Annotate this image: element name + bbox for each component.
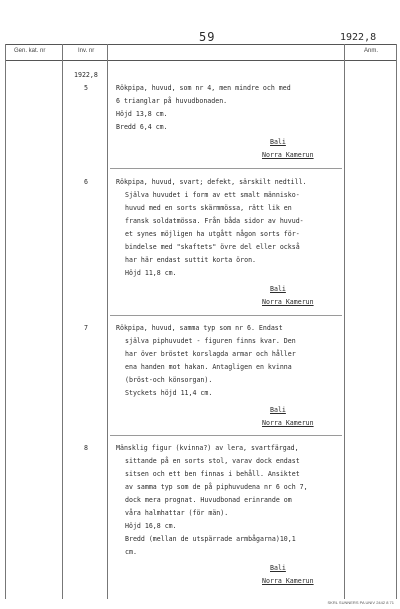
collection-number: 1922,8 [74, 71, 98, 79]
entry-line: Rökpipa, huvud, som nr 4, men mindre och med [116, 84, 291, 92]
entry-line: våra halmhattar (för män). [125, 509, 229, 517]
entry-line: Bredd (mellan de utspärrade armbågarna)10,1 [125, 535, 296, 543]
entry-place: Bali [270, 564, 286, 572]
column-header-gen-kat: Gen. kat. nr [14, 48, 46, 54]
entry-line: Mänsklig figur (kvinna?) av lera, svartfärgad, [116, 444, 299, 452]
entry-line: ena handen mot hakan. Antagligen en kvinna [125, 363, 292, 371]
column-header-anm: Anm. [364, 48, 379, 54]
entry-region: Norra Kamerun [262, 577, 314, 585]
entry-line: bindelse med "skaftets" övre del eller också [125, 243, 300, 251]
entry-line: Själva huvudet i form av ett smalt människo- [125, 191, 300, 199]
entry-line: (bröst-och könsorgan). [125, 376, 213, 384]
entry-separator [110, 168, 342, 169]
entry-place: Bali [270, 138, 286, 146]
entry-line: av samma typ som de på piphuvudena nr 6 och 7, [125, 483, 308, 491]
entry-line: Bredd 6,4 cm. [116, 123, 168, 131]
entry-region: Norra Kamerun [262, 419, 314, 427]
entry-line: dock mera prognat. Huvudbonad erinrande om [125, 496, 292, 504]
entry-line: cm. [125, 548, 137, 556]
entry-line: har över bröstet korslagda armar och håller [125, 350, 296, 358]
entry-separator [110, 315, 342, 316]
column-line-right [396, 44, 397, 599]
entry-line: har här endast suttit korta öron. [125, 256, 257, 264]
entry-line: själva piphuvudet - figuren finns kvar. Den [125, 337, 296, 345]
page-code: 1922,8 [340, 32, 377, 43]
entry-line: 6 trianglar på huvudbonaden. [116, 97, 228, 105]
entry-number: 8 [84, 444, 88, 452]
entry-line: Höjd 13,8 cm. [116, 110, 168, 118]
column-header-inv: Inv. nr [78, 48, 95, 54]
entry-number: 5 [84, 84, 88, 92]
page-number: 59 [199, 30, 216, 44]
entry-line: sittande på en sorts stol, varav dock endast [125, 457, 300, 465]
entry-line: Rökpipa, huvud, samma typ som nr 6. Endast [116, 324, 283, 332]
entry-line: Styckets höjd 11,4 cm. [125, 389, 213, 397]
entry-line: Höjd 11,8 cm. [125, 269, 177, 277]
entry-line: huvud med en sorts skärmmössa, rätt lik en [125, 204, 292, 212]
header-top-rule [5, 44, 397, 45]
entry-place: Bali [270, 406, 286, 414]
printer-footer: SKRL SUNNERS PA UNIV 2442 8 71 [327, 600, 394, 605]
entry-line: fransk soldatmössa. Från båda sidor av huvud- [125, 217, 304, 225]
entry-number: 6 [84, 178, 88, 186]
entry-line: et synes möjligen ha utgått någon sorts för- [125, 230, 300, 238]
column-line-inv [62, 44, 63, 599]
entry-separator [110, 435, 342, 436]
entry-line: Höjd 16,8 cm. [125, 522, 177, 530]
column-line-desc [107, 44, 108, 599]
entry-place: Bali [270, 285, 286, 293]
entry-region: Norra Kamerun [262, 298, 314, 306]
entry-region: Norra Kamerun [262, 151, 314, 159]
entry-number: 7 [84, 324, 88, 332]
entry-line: Rökpipa, huvud, svart; defekt, särskilt nedtill. [116, 178, 307, 186]
column-line-anm [344, 44, 345, 599]
column-line-left [5, 44, 6, 599]
header-bottom-rule [5, 60, 397, 61]
entry-line: sitsen och ett ben finnas i behåll. Ansiktet [125, 470, 300, 478]
